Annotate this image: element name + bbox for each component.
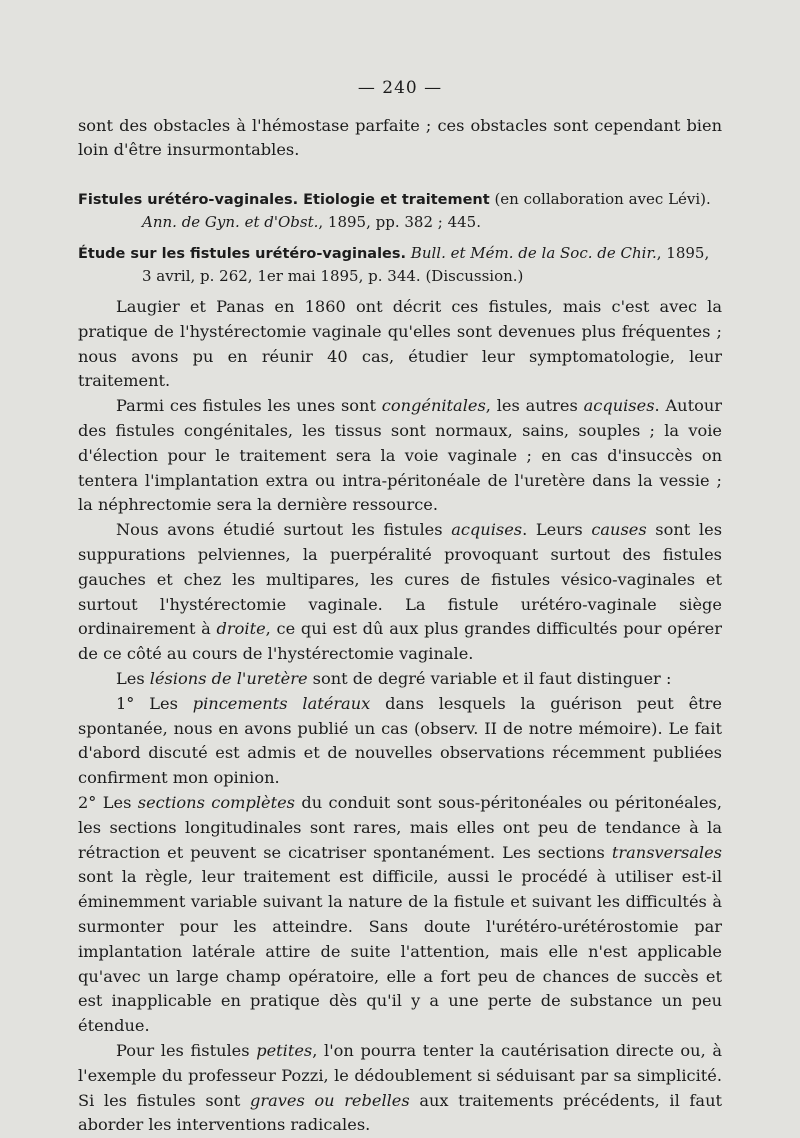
p2-c: , les autres (485, 396, 584, 416)
reference-1 (78, 188, 722, 233)
p3-a: Nous avons étudié surtout les fistules (116, 520, 452, 540)
paragraph-4 (78, 667, 722, 692)
p6-e: sont la règle, leur traitement est difficile, aussi le procédé à utiliser est-il éminemment variable suivant la nature de la fistule et suivant les difficultés à surmonter pour les atteindre. Sans doute l'urétéro-urétérostomie par implantation latérale attire de suite l'attention, mais elle n'est applicable qu'avec un large champ opératoire, elle a fort peu de chances de succès et est inapplicable en pratique dès qu'il y a une perte de substance un peu étendue. (78, 867, 722, 1036)
p5-a: 1° Les (116, 693, 193, 713)
paragraph-5 (78, 692, 722, 791)
p5-b: pincements latéraux (192, 693, 371, 713)
reference-1-title: Fistules urétéro-vaginales. Etiologie et traitement (78, 192, 490, 208)
p4-b: lésions de l'uretère (149, 668, 308, 688)
p2-b: congénitales (381, 396, 486, 416)
reference-2 (78, 242, 722, 287)
p2-a: Parmi ces fistules les unes sont (116, 396, 382, 416)
p6-a: 2° Les (78, 792, 138, 812)
p6-c: du conduit sont sous-péritonéales ou péritonéales, les sections longitudinales sont rares, mais elles ont peu de tendance à la rétraction et peuvent se cicatriser spontanément. Les sections (78, 792, 722, 862)
reference-1-text-a: (en collaboration avec Lévi). (489, 190, 711, 208)
paragraph-3 (78, 518, 722, 667)
main-text (78, 295, 722, 1138)
reference-2-title: Étude sur les fistules urétéro-vaginales. (78, 246, 407, 262)
reference-2-journal: Bull. et Mém. de la Soc. de Chir. (410, 244, 657, 262)
p7-b: petites (256, 1040, 313, 1060)
p7-a: Pour les fistules (116, 1040, 257, 1060)
p2-e: . Autour des fistules congénitales, les tissus sont normaux, sains, souples ; la voie d'élection pour le traitement sera la voie vaginale ; en cas d'insuccès on tentera l'implantation extra ou intra-péritonéale de l'uretère dans la vessie ; la néphrectomie sera la dernière ressource. (78, 396, 722, 515)
p4-a: Les (116, 668, 150, 688)
p7-e: aux traitements précédents, il faut aborder les interventions radicales. (78, 1090, 722, 1135)
paragraph-7 (78, 1039, 722, 1138)
reference-1-text-b: , 1895, pp. 382 ; 445. (318, 213, 481, 231)
p6-d: transversales (611, 842, 722, 862)
p4-c: sont de degré variable et il faut distinguer : (307, 668, 672, 688)
page-number: — 240 — (357, 78, 443, 98)
paragraph-1: Laugier et Panas en 1860 ont décrit ces fistules, mais c'est avec la pratique de l'hystérectomie vaginale qu'elles sont devenues plus fréquentes ; nous avons pu en réunir 40 cas, étudier leur symptomatologie, leur traitement. (78, 297, 722, 391)
paragraph-6 (78, 791, 722, 1039)
p3-c: . Leurs (522, 520, 592, 540)
p3-b: acquises (451, 520, 523, 540)
reference-1-journal: Ann. de Gyn. et d'Obst. (142, 213, 319, 231)
intro-paragraph: sont des obstacles à l'hémostase parfaite ; ces obstacles sont cependant bien loin d'être insurmontables. (78, 116, 722, 159)
p2-d: acquises (583, 396, 655, 416)
p3-d: causes (591, 520, 647, 540)
reference-2-text-b: , 1895, 3 avril, p. 262, 1er mai 1895, p. 344. (Discussion.) (142, 244, 710, 285)
p7-c: , l'on pourra tenter la cautérisation directe ou, à l'exemple du professeur Pozzi, le dédoublement si séduisant par sa simplicité. Si les fistules sont (78, 1040, 723, 1110)
p3-g: , ce qui est dû aux plus grandes difficultés pour opérer de ce côté au cours de l'hystérectomie vaginale. (78, 619, 722, 664)
p6-b: sections complètes (137, 792, 295, 812)
paragraph-2 (78, 394, 722, 518)
p7-d: graves ou rebelles (249, 1090, 410, 1110)
p5-c: dans lesquels la guérison peut être spontanée, nous en avons publié un cas (observ. II de notre mémoire). Le fait d'abord discuté est admis et de nouvelles observations récemment publiées confirment mon opinion. (78, 693, 722, 788)
p3-e: sont les suppurations pelviennes, la puerpéralité provoquant surtout des fistules gauches et chez les multipares, les cures de fistules vésico-vaginales et surtout l'hystérectomie vaginale. La fistule urétéro-vaginale siège ordinairement à (78, 520, 722, 639)
p3-f: droite (216, 619, 266, 639)
